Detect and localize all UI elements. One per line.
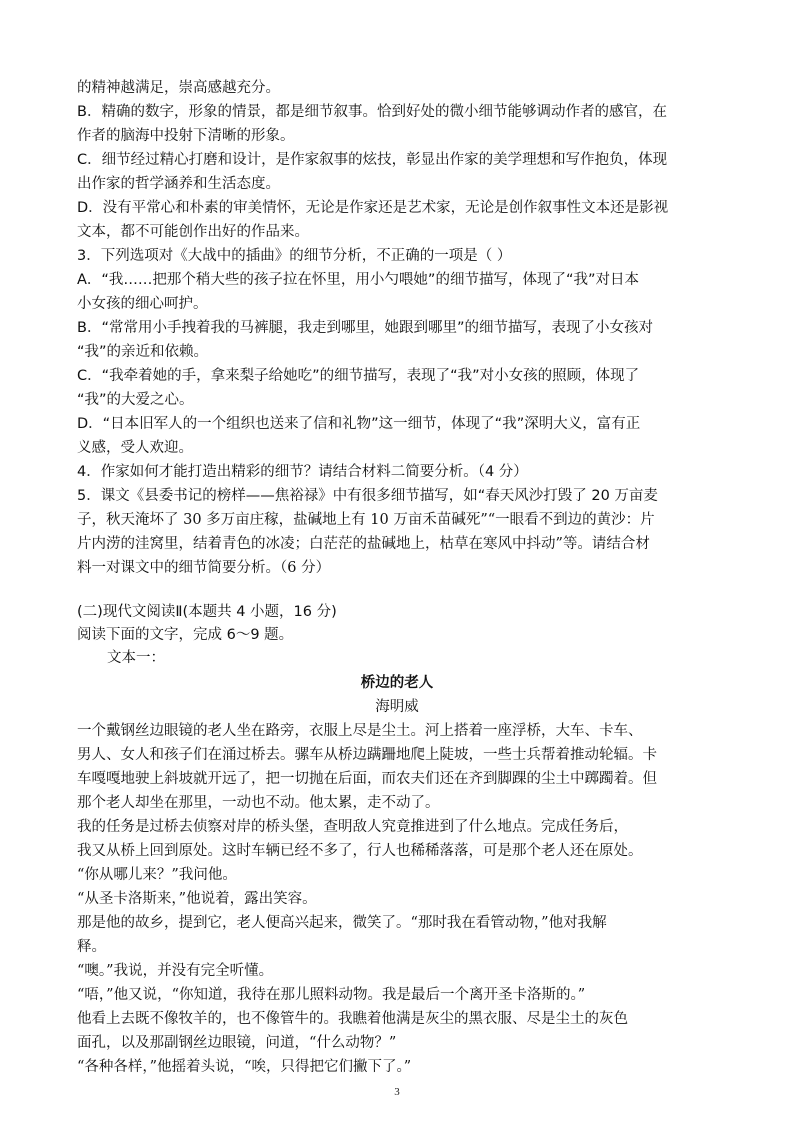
text-line: 子，秋天淹坏了 30 多万亩庄稼，盐碱地上有 10 万亩禾苗碱死”“一眼看不到边的黄沙：片	[77, 512, 655, 528]
text-line: 作者的脑海中投射下清晰的形象。	[77, 128, 295, 144]
story-line: 那是他的故乡，提到它，老人便高兴起来，微笑了。“那时我在看管动物，”他对我解	[77, 915, 607, 931]
question-4: 4．作家如何才能打造出精彩的细节？请结合材料二简要分析。（4 分）	[77, 464, 528, 480]
page-number: 3	[394, 1086, 400, 1098]
story-author: 海明威	[375, 699, 419, 715]
story-line: 他看上去既不像牧羊的，也不像管牛的。我瞧着他满是灰尘的黑衣服、尽是尘土的灰色	[77, 1011, 628, 1027]
story-line: “噢。”我说，并没有完全听懂。	[77, 963, 274, 979]
text-line: 文本，都不可能创作出好的作品来。	[77, 224, 309, 240]
text-line: 出作家的哲学涵养和生活态度。	[77, 176, 280, 192]
story-line: “各种各样，”他摇着头说，“唉，只得把它们撇下了。”	[77, 1059, 412, 1075]
story-title: 桥边的老人	[360, 674, 434, 691]
text-line: 义感，受人欢迎。	[77, 440, 193, 456]
story-line: 那个老人却坐在那里，一动也不动。他太累，走不动了。	[77, 795, 440, 811]
text-label: 文本一：	[107, 650, 165, 666]
text-line: 片内涝的洼窝里，结着青色的冰凌；白茫茫的盐碱地上，枯草在寒风中抖动”等。请结合材	[77, 536, 650, 552]
text-line: C．细节经过精心打磨和设计，是作家叙事的炫技，彰显出作家的美学理想和写作抱负，体现	[77, 152, 668, 168]
story-line: “从圣卡洛斯来，”他说着，露出笑容。	[77, 891, 317, 907]
question-5: 5．课文《县委书记的榜样——焦裕禄》中有很多细节描写，如“春天风沙打毁了 20 万亩麦	[77, 488, 658, 504]
text-line: “我”的亲近和依赖。	[77, 344, 209, 360]
text-line: 小女孩的细心呵护。	[77, 296, 208, 312]
text-line: 的精神越满足，崇高感越充分。	[77, 80, 280, 96]
text-line: A．“我……把那个稍大些的孩子拉在怀里，用小勺喂她”的细节描写，体现了“我”对日本	[77, 272, 639, 288]
text-line: 料一对课文中的细节简要分析。（6 分）	[77, 560, 331, 576]
instruction: 阅读下面的文字，完成 6～9 题。	[77, 627, 294, 643]
story-line: “你从哪儿来？”我问他。	[77, 867, 237, 883]
text-line: C．“我牵着她的手，拿来梨子给她吃”的细节描写，表现了“我”对小女孩的照顾，体现了	[77, 368, 640, 384]
story-line: “唔，”他又说，“你知道，我待在那儿照料动物。我是最后一个离开圣卡洛斯的。”	[77, 987, 586, 1003]
section-header: (二)现代文阅读Ⅱ(本题共 4 小题，16 分)	[77, 604, 337, 620]
story-line: 男人、女人和孩子们在涌过桥去。骡车从桥边蹒跚地爬上陡坡，一些士兵帮着推动轮辐。卡	[77, 747, 657, 763]
story-line: 面孔，以及那副钢丝边眼镜，问道，“什么动物？”	[77, 1035, 397, 1051]
text-line: D．“日本旧军人的一个组织也送来了信和礼物”这一细节，体现了“我”深明大义，富有正	[77, 416, 641, 432]
story-line: 我又从桥上回到原处。这时车辆已经不多了，行人也稀稀落落，可是那个老人还在原处。	[77, 843, 643, 859]
story-line: 车嘎嘎地驶上斜坡就开远了，把一切抛在后面，而农夫们还在齐到脚踝的尘土中踯躅着。但	[77, 771, 657, 787]
story-line: 我的任务是过桥去侦察对岸的桥头堡，查明敌人究竟推进到了什么地点。完成任务后，	[77, 819, 628, 835]
text-line: “我”的大爱之心。	[77, 392, 194, 408]
text-line: D．没有平常心和朴素的审美情怀，无论是作家还是艺术家，无论是创作叙事性文本还是影视	[77, 200, 669, 216]
text-line: B．精确的数字，形象的情景，都是细节叙事。恰到好处的微小细节能够调动作者的感官，在	[77, 104, 667, 120]
story-line: 释。	[77, 939, 106, 955]
question-3: 3．下列选项对《大战中的插曲》的细节分析，不正确的一项是（ ）	[77, 248, 512, 264]
story-line: 一个戴钢丝边眼镜的老人坐在路旁，衣服上尽是尘土。河上搭着一座浮桥，大车、卡车、	[77, 723, 643, 739]
text-line: B．“常常用小手拽着我的马裤腿，我走到哪里，她跟到哪里”的细节描写，表现了小女孩对	[77, 320, 653, 336]
